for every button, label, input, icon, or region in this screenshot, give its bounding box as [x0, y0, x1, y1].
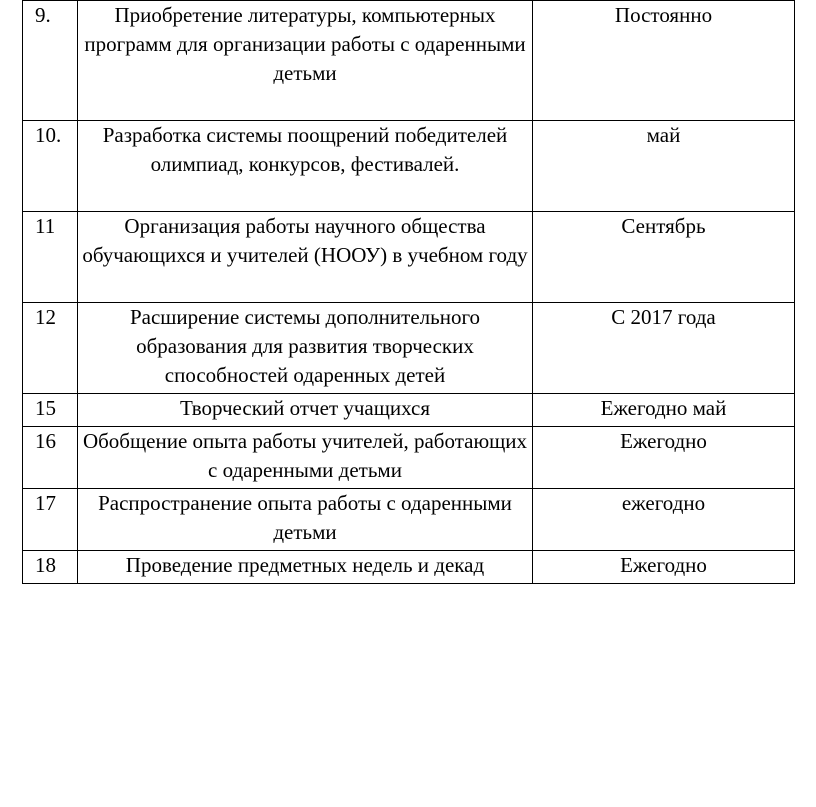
table-row: [23, 489, 795, 551]
row-timing: Постоянно: [533, 1, 795, 121]
table-row: [23, 394, 795, 427]
row-event: Творческий отчет учащихся: [78, 394, 533, 427]
table-row: [23, 427, 795, 489]
row-number: 12: [23, 303, 78, 394]
row-event: Приобретение литературы, компьютерных программ для организации работы с одаренными детьми: [78, 1, 533, 121]
table-row: [23, 551, 795, 584]
row-number: 15: [23, 394, 78, 427]
table-row: [23, 121, 795, 212]
row-number: 18: [23, 551, 78, 584]
row-timing: Ежегодно: [533, 551, 795, 584]
row-timing: май: [533, 121, 795, 212]
row-timing: ежегодно: [533, 489, 795, 551]
table-row: [23, 303, 795, 394]
row-event: Распространение опыта работы с одаренными детьми: [78, 489, 533, 551]
table-row: [23, 212, 795, 303]
row-event: Разработка системы поощрений победителей олимпиад, конкурсов, фестивалей.: [78, 121, 533, 212]
row-number: 17: [23, 489, 78, 551]
row-event: Проведение предметных недель и декад: [78, 551, 533, 584]
row-timing: Ежегодно май: [533, 394, 795, 427]
row-timing: С 2017 года: [533, 303, 795, 394]
row-timing: Сентябрь: [533, 212, 795, 303]
row-event: Организация работы научного общества обучающихся и учителей (НООУ) в учебном году: [78, 212, 533, 303]
row-number: 10.: [23, 121, 78, 212]
row-number: 9.: [23, 1, 78, 121]
row-event: Обобщение опыта работы учителей, работающих с одаренными детьми: [78, 427, 533, 489]
row-number: 11: [23, 212, 78, 303]
row-event: Расширение системы дополнительного образования для развития творческих способностей одаренных детей: [78, 303, 533, 394]
row-number: 16: [23, 427, 78, 489]
row-timing: Ежегодно: [533, 427, 795, 489]
plan-table: [22, 0, 795, 584]
table-row: [23, 1, 795, 121]
